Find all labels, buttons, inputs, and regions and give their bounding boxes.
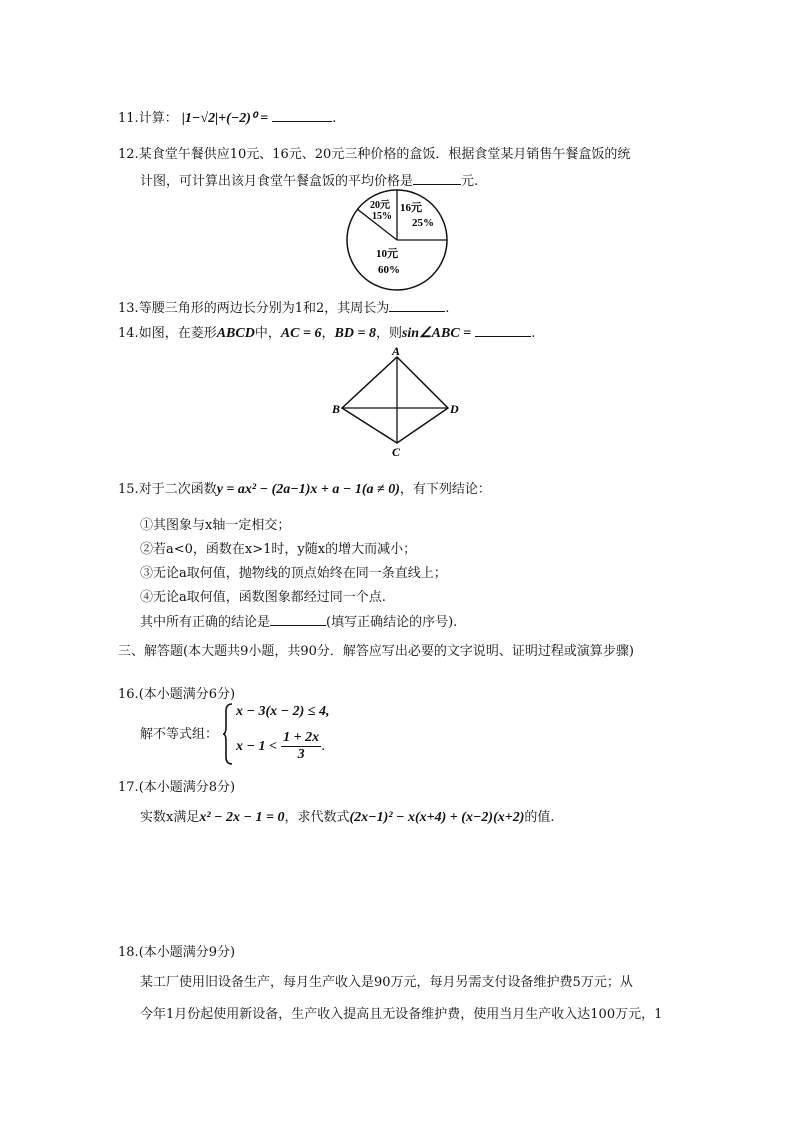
quadratic-function: y = ax² − (2a−1)x + a − 1(a ≠ 0) [216,482,400,497]
question-text: 某食堂午餐供应10元、16元、20元三种价格的盒饭．根据食堂某月销售午餐盒饭的统 [138,147,631,162]
slice-label-16: 16元 [400,202,422,214]
question-13: 13.等腰三角形的两边长分别为1和2，其周长为 . [118,297,449,319]
rhombus-figure [330,345,465,460]
sin-expression: sin∠ABC = [401,326,472,341]
vertex-label-b: B [332,402,341,416]
answer-blank[interactable] [475,322,531,337]
answer-blank[interactable] [389,297,445,312]
algebraic-expression: (2x−1)² − x(x+4) + (x−2)(x+2) [349,810,525,825]
slice-pct-60: 60% [378,264,400,276]
question-number: 13. [118,301,139,316]
question-label: 计算： [138,111,178,126]
shape-name: ABCD [216,326,255,341]
slice-pct-15: 15% [372,211,392,222]
question-number: 16. [118,687,139,702]
vertex-label-a: A [392,345,401,358]
rhombus-outline [342,357,448,443]
brace-icon [222,703,234,765]
ac-length: AC = 6 [280,326,322,341]
question-text: 计图，可计算出该月食堂午餐盒饭的平均价格是 [140,174,414,189]
question-15-tail: 其中所有正确的结论是 (填写正确结论的序号). [140,611,457,633]
question-18-line-2: 今年1月份起使用新设备，生产收入提高且无设备维护费，使用当月生产收入达100万元，1 [140,1007,663,1022]
conclusion-3: ③无论a取何值，抛物线的顶点始终在同一条直线上； [140,566,447,581]
conclusion-1: ①其图象与x轴一定相交； [140,518,291,533]
question-16-label: 解不等式组： [140,727,219,742]
question-18-line-1: 某工厂使用旧设备生产，每月生产收入是90万元，每月另需支付设备维护费5万元；从 [140,975,633,990]
equation: x² − 2x − 1 = 0 [199,810,285,825]
question-number: 12. [118,147,139,162]
vertex-label-c: C [392,445,401,459]
question-number: 15. [118,482,139,497]
question-17-body: 实数x满足x² − 2x − 1 = 0，求代数式(2x−1)² − x(x+4) + (x−2)(x+2)的值. [140,810,555,825]
inequality-1: x − 3(x − 2) ≤ 4, [236,704,330,719]
question-18-header [118,943,235,963]
question-number: 11. [118,111,139,126]
score-note: (本小题满分9分) [138,945,236,960]
score-note: (本小题满分6分) [138,687,236,702]
answer-blank[interactable] [413,170,461,185]
pie-chart [342,188,454,292]
conclusion-4: ④无论a取何值，函数图象都经过同一个点. [140,590,386,605]
section-heading: 三、解答题(本大题共9小题，共90分．解答应写出必要的文字说明、证明过程或演算步骤) [118,644,634,659]
question-14: 14.如图，在菱形ABCD中，AC = 6，BD = 8，则sin∠ABC = . [118,322,535,344]
vertex-label-d: D [450,402,459,416]
math-expression: |1−√2|+(−2)⁰ = [181,111,269,126]
question-number: 17. [118,780,139,795]
question-16-header [118,685,235,705]
answer-blank[interactable] [270,611,326,626]
slice-label-20: 20元 [370,200,390,211]
question-number: 18. [118,945,139,960]
conclusion-2: ②若a<0，函数在x>1时，y随x的增大而减小； [140,542,417,557]
slice-label-10: 10元 [376,248,398,260]
inequality-2: x − 1 < $\frac{1 + 2x}{3}$ . [236,730,326,762]
slice-pct-25: 25% [412,217,434,229]
question-text: 等腰三角形的两边长分别为1和2，其周长为 [138,301,390,316]
question-12-line-2: 计图，可计算出该月食堂午餐盒饭的平均价格是 元. [140,170,478,192]
question-number: 14. [118,326,139,341]
question-17-header [118,778,235,798]
bd-length: BD = 8 [334,326,376,341]
question-11: 11.计算： |1−√2|+(−2)⁰ = . [118,107,336,129]
question-12-line-1 [118,145,630,165]
fraction: $\frac{1 + 2x}{3}$ [283,730,320,762]
answer-blank[interactable] [272,107,332,122]
score-note: (本小题满分8分) [138,780,236,795]
question-15: 15.对于二次函数y = ax² − (2a−1)x + a − 1(a ≠ 0)，有下列结论： [118,482,491,497]
